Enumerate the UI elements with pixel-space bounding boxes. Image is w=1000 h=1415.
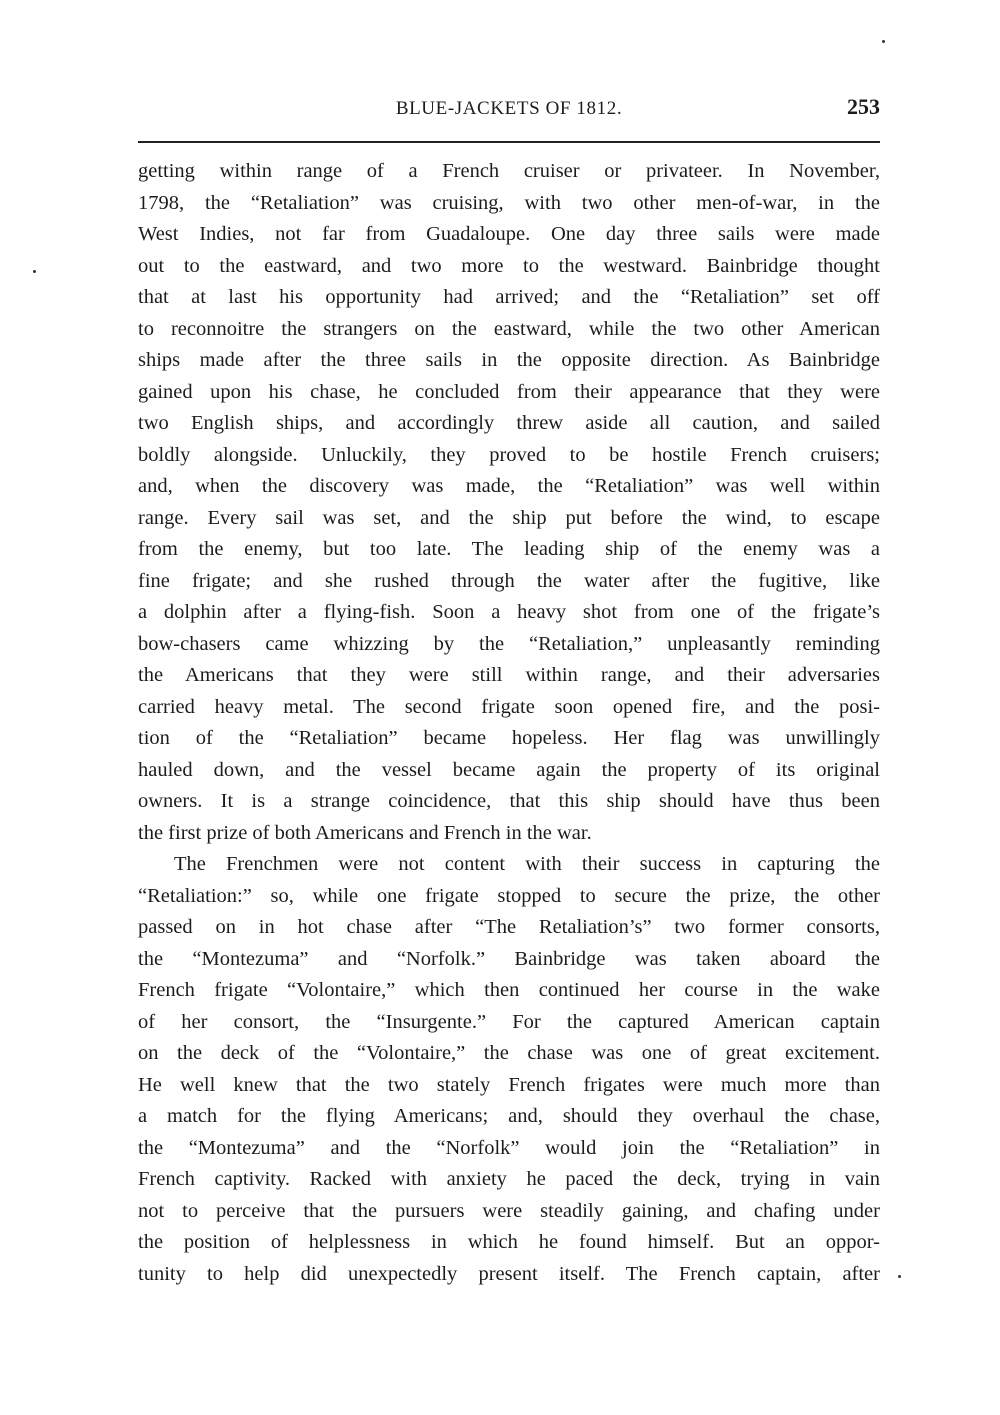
text-line: French frigate “Volontaire,” which then continued her course in the wake <box>138 979 880 1001</box>
text-line: and, when the discovery was made, the “Retaliation” was well within <box>138 475 880 497</box>
text-line: the Americans that they were still within range, and their adversaries <box>138 664 880 686</box>
text-line: “Retaliation:” so, while one frigate stopped to secure the prize, the other <box>138 884 880 907</box>
text-line: West Indies, not far from Guadaloupe. One day three sails were made <box>138 223 880 245</box>
text-line: that at last his opportunity had arrived; and the “Retaliation” set off <box>138 286 880 308</box>
text-line: from the enemy, but too late. The leading ship of the enemy was a <box>138 538 880 560</box>
text-line: The Frenchmen were not content with their success in capturing the <box>174 853 880 875</box>
text-line: the position of helplessness in which he found himself. But an oppor- <box>138 1231 880 1253</box>
body-text <box>138 156 880 1290</box>
text-line: the “Montezuma” and the “Norfolk” would join the “Retaliation” in <box>138 1136 880 1159</box>
text-line: hauled down, and the vessel became again the property of its original <box>138 758 880 781</box>
page-number: 253 <box>847 94 880 119</box>
text-line: of her consort, the “Insurgente.” For the captured American captain <box>138 1010 880 1033</box>
text-line: range. Every sail was set, and the ship put before the wind, to escape <box>138 506 880 529</box>
text-line: out to the eastward, and two more to the westward. Bainbridge thought <box>138 254 880 277</box>
text-line: fine frigate; and she rushed through the water after the fugitive, like <box>138 569 880 592</box>
text-line: tion of the “Retaliation” became hopeless. Her flag was unwillingly <box>138 727 880 749</box>
text-line: getting within range of a French cruiser or privateer. In November, <box>138 160 880 182</box>
paragraph <box>138 156 880 849</box>
text-line: not to perceive that the pursuers were steadily gaining, and chafing under <box>138 1199 880 1222</box>
page-header <box>138 92 880 134</box>
header-rule <box>138 141 880 143</box>
text-line: gained upon his chase, he concluded from their appearance that they were <box>138 380 880 403</box>
text-line: the “Montezuma” and “Norfolk.” Bainbridge was taken aboard the <box>138 947 880 970</box>
print-speck <box>898 1275 901 1278</box>
text-line: boldly alongside. Unluckily, they proved to be hostile French cruisers; <box>138 443 880 466</box>
text-line: passed on in hot chase after “The Retaliation’s” two former consorts, <box>138 916 880 938</box>
text-line: carried heavy metal. The second frigate soon opened fire, and the posi- <box>138 695 880 718</box>
text-line: tunity to help did unexpectedly present itself. The French captain, after <box>138 1262 880 1285</box>
running-title: BLUE-JACKETS OF 1812. <box>395 98 623 119</box>
text-line: French captivity. Racked with anxiety he paced the deck, trying in vain <box>138 1168 880 1190</box>
text-line: a dolphin after a flying-fish. Soon a heavy shot from one of the frigate’s <box>138 601 880 623</box>
text-line: to reconnoitre the strangers on the eastward, while the two other American <box>138 317 880 340</box>
text-line: 1798, the “Retaliation” was cruising, with two other men-of-war, in the <box>138 191 880 214</box>
paragraph <box>138 849 880 1290</box>
text-line: ships made after the three sails in the opposite direction. As Bainbridge <box>138 349 880 371</box>
text-line: bow-chasers came whizzing by the “Retaliation,” unpleasantly reminding <box>138 632 880 655</box>
print-speck <box>882 40 885 43</box>
text-line: the first prize of both Americans and French in the war. <box>138 821 592 844</box>
text-line: He well knew that the two stately French frigates were much more than <box>138 1073 880 1096</box>
text-line: on the deck of the “Volontaire,” the chase was one of great excitement. <box>138 1042 880 1064</box>
text-line: two English ships, and accordingly threw aside all caution, and sailed <box>138 412 880 434</box>
print-speck <box>33 270 36 273</box>
text-line: owners. It is a strange coincidence, that this ship should have thus been <box>138 790 880 812</box>
text-line: a match for the flying Americans; and, should they overhaul the chase, <box>138 1105 880 1127</box>
